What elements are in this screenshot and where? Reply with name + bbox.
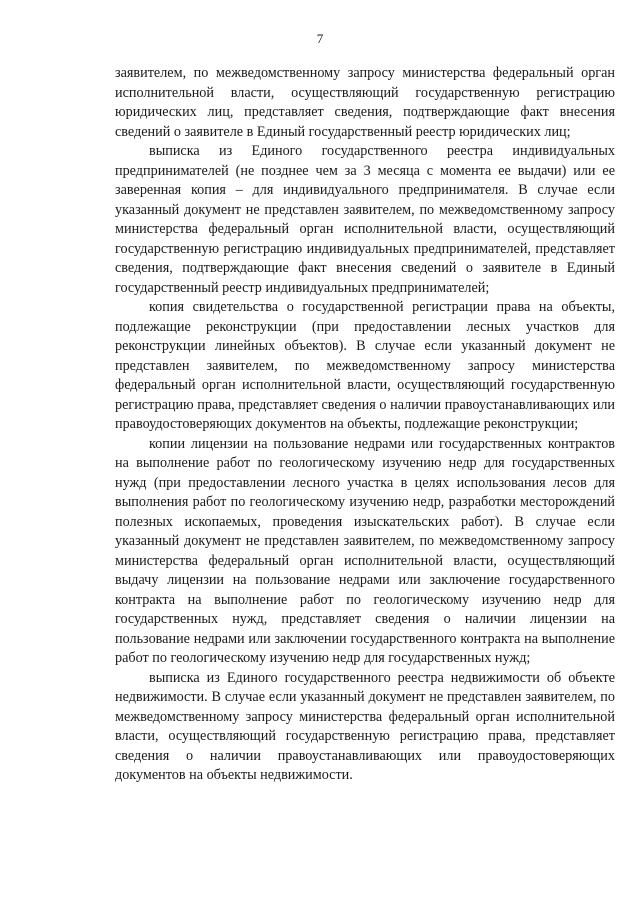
document-body [115, 64, 615, 786]
paragraph-ip-registry-extract: выписка из Единого государственного реестра индивидуальных предпринимателей (не позднее чем за 3 месяца с момента ее выдачи) или ее заверенная копия – для индивидуального предпринимателя. В случае если указанный документ не представлен заявителем, по межведомственному запросу министерства федеральный орган исполнительной власти, осуществляющий государственную регистрацию индивидуальных предпринимателей, представляет сведения, подтверждающие факт внесения сведений о заявителе в Единый государственный реестр индивидуальных предпринимателей; [115, 143, 615, 296]
paragraph-subsoil-license-copies: копии лицензии на пользование недрами или государственных контрактов на выполнение работ по геологическому изучению недр для государственных нужд (при предоставлении лесного участка в целях использования лесов для выполнения работ по геологическому изучению недр, разработки месторождений полезных ископаемых, проведения изыскательских работ). В случае если указанный документ не представлен заявителем, по межведомственному запросу министерства федеральный орган исполнительной власти, осуществляющий выдачу лицензии на пользование недрами или заключение государственного контракта на выполнение работ по геологическому изучению недр для государственных нужд, представляет сведения о наличии лицензии на пользование недрами или заключении государственного контракта на выполнение работ по геологическому изучению недр для государственных нужд; [115, 435, 615, 666]
paragraph-ownership-certificate-copy: копия свидетельства о государственной регистрации права на объекты, подлежащие реконструкции (при предоставлении лесных участков для реконструкции линейных объектов). В случае если указанный документ не представлен заявителем, по межведомственному запросу министерства федеральный орган исполнительной власти, осуществляющий государственную регистрацию права, представляет сведения о наличии правоустанавливающих или правоудостоверяющих документов на объекты, подлежащие реконструкции; [115, 299, 615, 432]
paragraph-continuation: заявителем, по межведомственному запросу министерства федеральный орган исполнительной власти, осуществляющий государственную регистрацию юридических лиц, представляет сведения, подтверждающие факт внесения сведений о заявителе в Единый государственный реестр юридических лиц; [115, 65, 615, 140]
paragraph-real-estate-registry-extract: выписка из Единого государственного реестра недвижимости об объекте недвижимости. В случае если указанный документ не представлен заявителем, по межведомственному запросу министерства федеральный орган исполнительной власти, осуществляющий государственную регистрацию права, представляет сведения о наличии правоустанавливающих или правоудостоверяющих документов на объекты недвижимости. [115, 669, 615, 783]
page-number: 7 [316, 31, 324, 46]
